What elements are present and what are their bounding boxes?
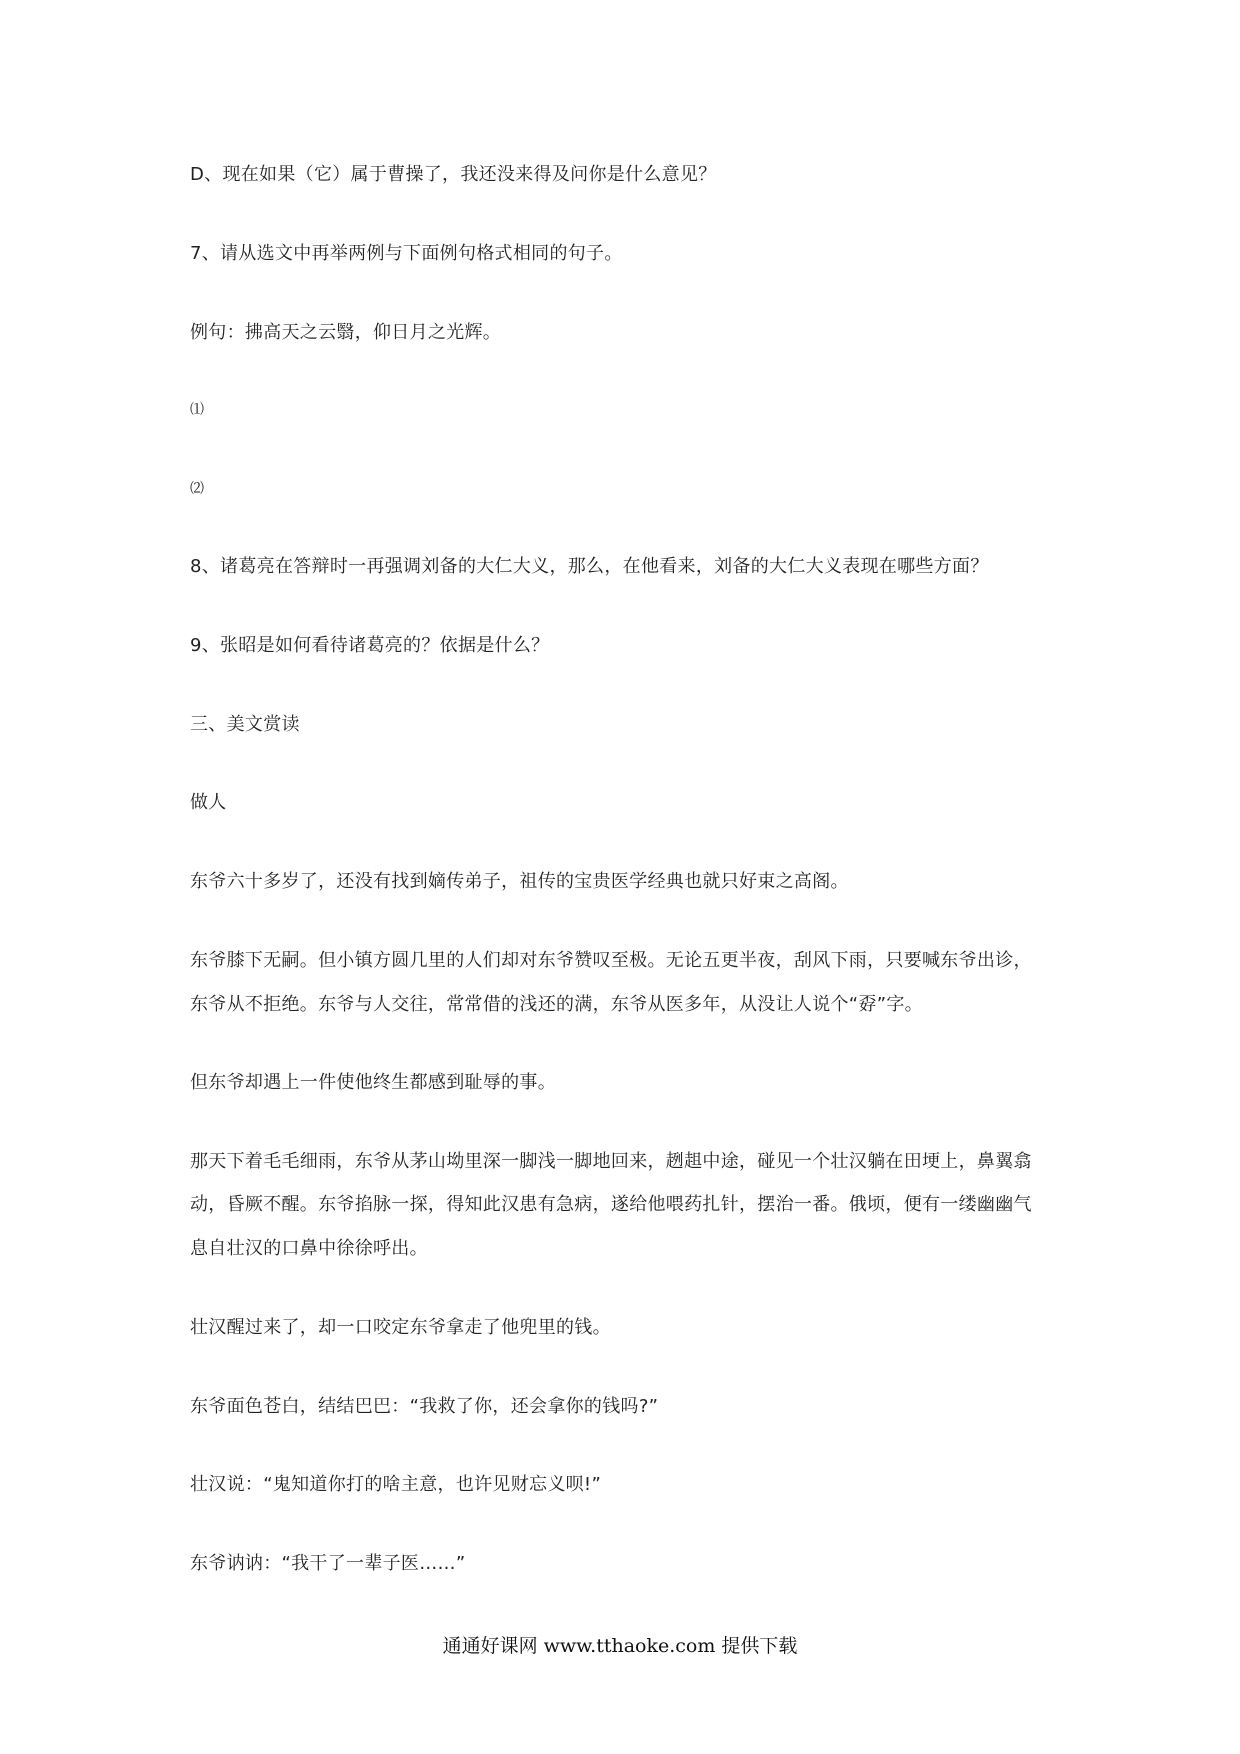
paragraph-line: 息自壮汉的口鼻中徐徐呼出。 bbox=[190, 1238, 428, 1259]
paragraph-line: 东爷膝下无嗣。但小镇方圆几里的人们却对东爷赞叹至极。无论五更半夜，刮风下雨，只要喊东爷出诊， bbox=[190, 950, 1032, 971]
question-6-option-d: D、现在如果（它）属于曹操了，我还没来得及问你是什么意见？ bbox=[190, 164, 717, 185]
paragraph-line: 壮汉醒过来了，却一口咬定东爷拿走了他兜里的钱。 bbox=[190, 1317, 611, 1338]
paragraph-line: 东爷六十多岁了，还没有找到嫡传弟子，祖传的宝贵医学经典也就只好束之高阁。 bbox=[190, 871, 849, 892]
question-9: 9、张昭是如何看待诸葛亮的？依据是什么？ bbox=[190, 635, 550, 656]
paragraph-line: 壮汉说：“鬼知道你打的啥主意，也许见财忘义呗!” bbox=[190, 1474, 602, 1495]
answer-blank-2: ⑵ bbox=[190, 481, 205, 497]
paragraph-line: 东爷讷讷：“我干了一辈子医……” bbox=[190, 1553, 466, 1574]
example-sentence: 例句：拂高天之云翳，仰日月之光辉。 bbox=[190, 322, 502, 343]
page-footer: 通通好课网 www.tthaoke.com 提供下载 bbox=[442, 1635, 798, 1657]
paragraph-line: 那天下着毛毛细雨，东爷从茅山坳里深一脚浅一脚地回来，趔趄中途，碰见一个壮汉躺在田埂上，鼻翼翕 bbox=[190, 1151, 1032, 1172]
paragraph-line: 东爷从不拒绝。东爷与人交往，常常借的浅还的满，东爷从医多年，从没让人说个“孬”字。 bbox=[190, 994, 923, 1015]
paragraph-line: 东爷面色苍白，结结巴巴：“我救了你，还会拿你的钱吗?” bbox=[190, 1396, 659, 1417]
paragraph-line: 但东爷却遇上一件使他终生都感到耻辱的事。 bbox=[190, 1072, 556, 1093]
answer-blank-1: ⑴ bbox=[190, 402, 205, 418]
question-7: 7、请从选文中再举两例与下面例句格式相同的句子。 bbox=[190, 243, 623, 264]
paragraph-line: 动，昏厥不醒。东爷掐脉一探，得知此汉患有急病，遂给他喂药扎针，摆治一番。俄顷，便有一缕幽幽气 bbox=[190, 1194, 1032, 1215]
question-8: 8、诸葛亮在答辩时一再强调刘备的大仁大义，那么，在他看来，刘备的大仁大义表现在哪些方面？ bbox=[190, 556, 989, 577]
article-title: 做人 bbox=[190, 792, 227, 813]
section-heading: 三、美文赏读 bbox=[190, 714, 300, 735]
